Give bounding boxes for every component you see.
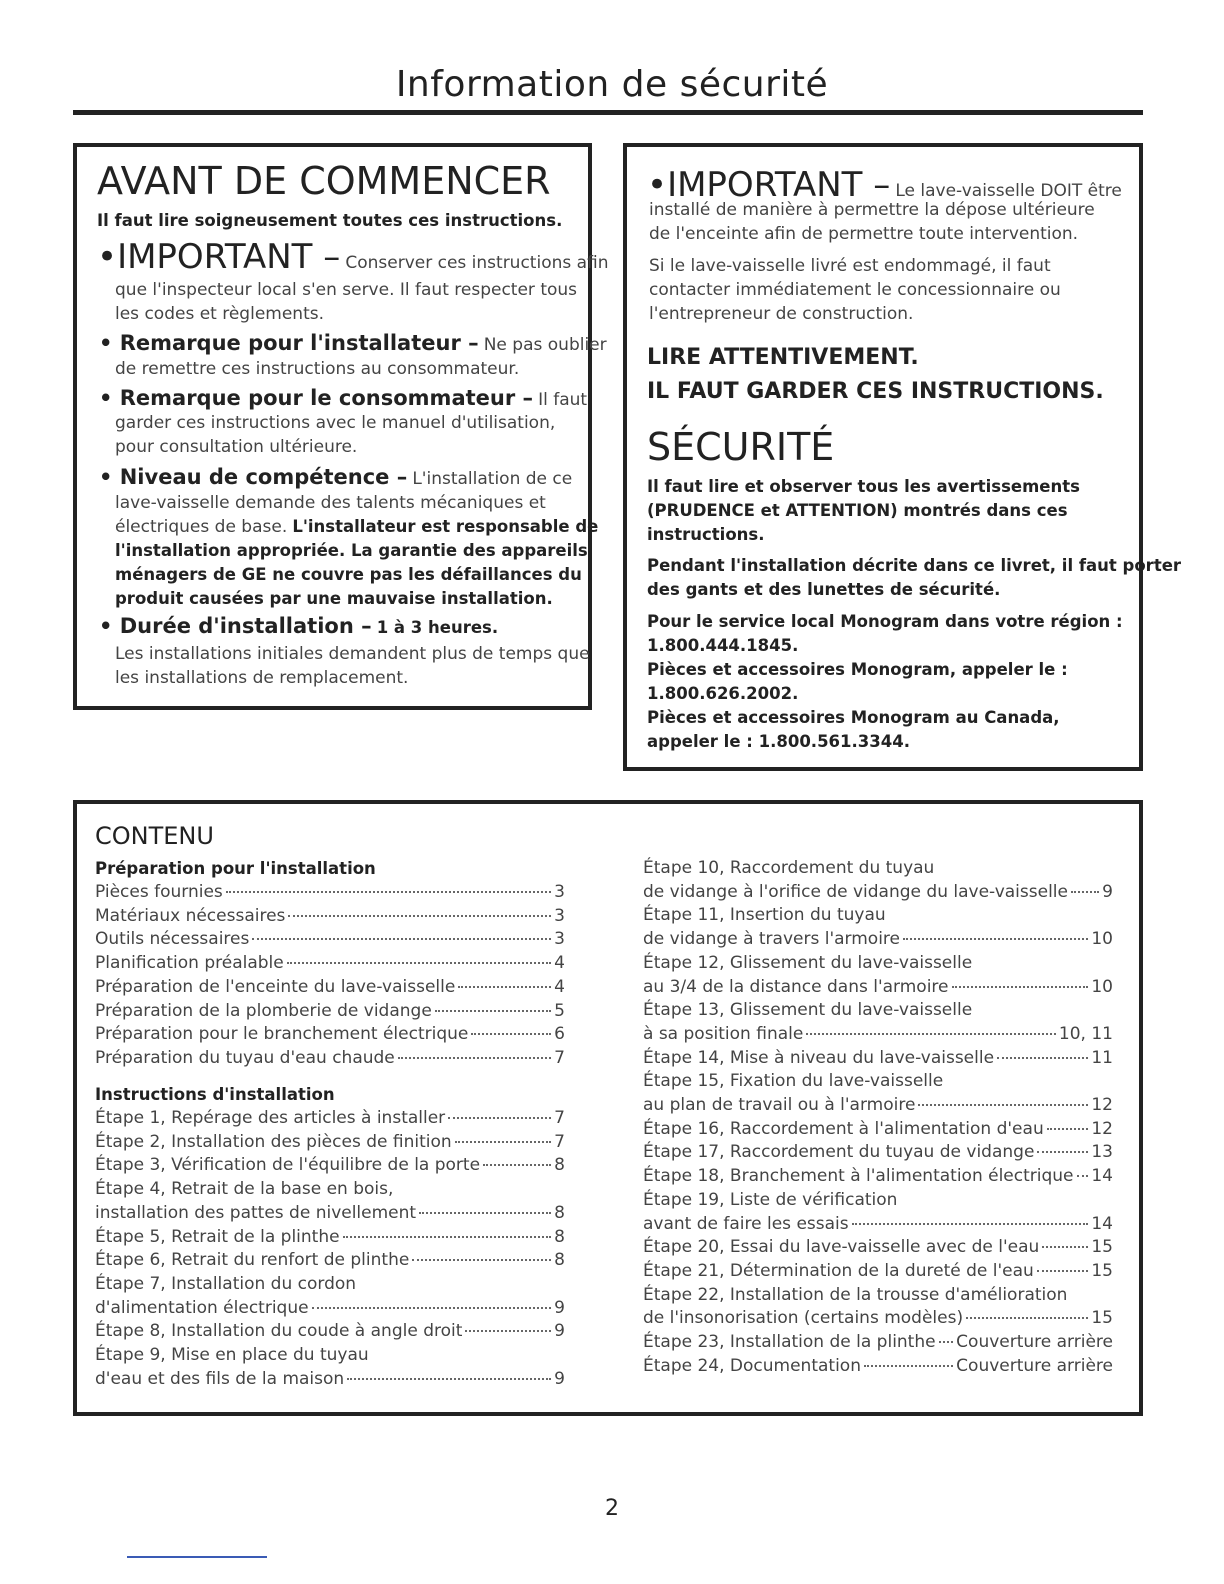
toc-entry-page: 14 — [1091, 1213, 1113, 1234]
toc-entry — [95, 1369, 565, 1389]
toc-leader-dots — [412, 1259, 551, 1261]
toc-entry-page: 11 — [1091, 1047, 1113, 1068]
toc-entry-page: 10 — [1091, 929, 1113, 950]
parts-phone: 1.800.626.2002. — [647, 684, 799, 703]
skill-level — [99, 465, 572, 489]
warnings-text-2: (PRUDENCE et ATTENTION) montrés dans ces — [647, 501, 1068, 520]
toc-entry — [95, 1179, 565, 1199]
important-text: Conserver ces instructions afin — [345, 253, 609, 273]
toc-leader-dots — [288, 915, 551, 917]
toc-entry — [643, 953, 1113, 973]
toc-entry-page: 15 — [1091, 1308, 1113, 1329]
toc-entry — [95, 1321, 565, 1341]
toc-entry-title: Préparation pour le branchement électrique — [95, 1024, 469, 1045]
toc-leader-dots — [852, 1223, 1089, 1225]
toc-leader-dots — [966, 1317, 1088, 1319]
toc-entry-title: au 3/4 de la distance dans l'armoire — [643, 976, 949, 997]
important-line — [97, 237, 609, 277]
toc-entry-title: Planification préalable — [95, 953, 284, 974]
gloves-text-2: des gants et des lunettes de sécurité. — [647, 580, 1001, 599]
toc-entry — [95, 882, 565, 902]
consumer-note-label: Remarque pour le consommateur – — [119, 386, 534, 410]
toc-entry-page: 3 — [554, 905, 565, 926]
toc-entry-page: 6 — [554, 1024, 565, 1045]
toc-entry — [95, 929, 565, 949]
toc-entry-title: avant de faire les essais — [643, 1213, 849, 1234]
damage-text: Si le lave-vaisselle livré est endommagé, il faut — [649, 256, 1051, 276]
toc-entry-title: Étape 9, Mise en place du tuyau — [95, 1345, 369, 1365]
toc-entry-title: d'alimentation électrique — [95, 1297, 309, 1318]
toc-entry-title: Étape 11, Insertion du tuyau — [643, 905, 886, 926]
intro-text: Il faut lire soigneusement toutes ces instructions. — [97, 211, 563, 230]
right-important-text-2: installé de manière à permettre la dépose ultérieure — [649, 200, 1095, 220]
right-important-text-3: de l'enceinte afin de permettre toute intervention. — [649, 224, 1079, 244]
toc-leader-dots — [1037, 1151, 1088, 1153]
installer-note-label: Remarque pour l'installateur – — [119, 331, 479, 355]
page-title: Information de sécurité — [395, 64, 829, 105]
section2-title: Instructions d'installation — [95, 1085, 335, 1104]
toc-entry — [95, 1227, 565, 1247]
toc-entry — [643, 1142, 1113, 1162]
toc-entry-title: d'eau et des fils de la maison — [95, 1368, 345, 1389]
footer-line — [127, 1556, 267, 1558]
toc-entry — [643, 1356, 1113, 1376]
toc-entry-title: Préparation du tuyau d'eau chaude — [95, 1047, 395, 1068]
toc-entry — [95, 906, 565, 926]
toc-entry-page: 7 — [554, 1131, 565, 1152]
toc-leader-dots — [918, 1104, 1088, 1106]
toc-entry-title: Étape 16, Raccordement à l'alimentation d'eau — [643, 1118, 1044, 1139]
consumer-note — [99, 386, 587, 410]
toc-entry — [643, 929, 1113, 949]
toc-entry-title: Étape 24, Documentation — [643, 1355, 861, 1376]
toc-entry — [95, 1108, 565, 1128]
warnings-text-3: instructions. — [647, 525, 765, 544]
important-text-2: que l'inspecteur local s'en serve. Il faut respecter tous — [115, 280, 578, 300]
toc-entry — [643, 1166, 1113, 1186]
warnings-text: Il faut lire et observer tous les avertissements — [647, 477, 1080, 496]
toc-entry-page: 3 — [554, 882, 565, 902]
toc-entry-title: Étape 1, Repérage des articles à installer — [95, 1108, 446, 1128]
toc-entry-page: 9 — [554, 1321, 565, 1342]
toc-entry — [643, 1000, 1113, 1020]
toc-leader-dots — [343, 1236, 552, 1238]
safety-box — [623, 143, 1182, 771]
installer-note-text-2: de remettre ces instructions au consommateur. — [115, 359, 520, 379]
toc-entry-title: Étape 3, Vérification de l'équilibre de la porte — [95, 1155, 481, 1176]
toc-entry-title: Étape 8, Installation du coude à angle droit — [95, 1321, 463, 1342]
toc-leader-dots — [419, 1212, 551, 1214]
toc-leader-dots — [483, 1164, 551, 1166]
duration-text-2: les installations de remplacement. — [115, 668, 409, 688]
toc-entry-title: Étape 23, Installation de la plinthe — [643, 1332, 936, 1352]
toc-entry-page: 9 — [1102, 881, 1113, 902]
consumer-note-text: Il faut — [538, 390, 588, 410]
toc-entry-page: 12 — [1091, 1118, 1113, 1139]
important-label: IMPORTANT – — [117, 237, 341, 277]
toc-entry — [643, 882, 1113, 902]
toc-entry-title: Étape 14, Mise à niveau du lave-vaisselle — [643, 1047, 995, 1068]
toc-entry-title: Étape 6, Retrait du renfort de plinthe — [95, 1250, 410, 1271]
toc-entry-page: 10 — [1091, 976, 1113, 997]
toc-entry-page: 4 — [554, 976, 565, 997]
bullet-icon: • — [97, 237, 118, 277]
toc-entry-title: Étape 19, Liste de vérification — [643, 1189, 898, 1210]
toc-entry-page: 9 — [554, 1297, 565, 1318]
damage-text-3: l'entrepreneur de construction. — [649, 304, 914, 324]
duration-label: Durée d'installation – — [119, 614, 372, 638]
service-phone: 1.800.444.1845. — [647, 636, 799, 655]
toc-entry-title: Préparation de l'enceinte du lave-vaisselle — [95, 976, 456, 997]
skill-text-6: produit causées par une mauvaise installation. — [115, 589, 553, 608]
right-important-label: IMPORTANT – — [667, 165, 891, 205]
skill-label: Niveau de compétence – — [119, 465, 408, 489]
keep-instructions-heading: IL FAUT GARDER CES INSTRUCTIONS. — [647, 379, 1104, 404]
title-divider — [73, 110, 1143, 115]
contents-heading: CONTENU — [95, 822, 214, 850]
toc-leader-dots — [864, 1365, 953, 1367]
toc-leader-dots — [1042, 1246, 1088, 1248]
toc-leader-dots — [939, 1341, 954, 1343]
skill-text-5: ménagers de GE ne couvre pas les défaillances du — [115, 565, 582, 584]
toc-entry-title: Étape 10, Raccordement du tuyau — [643, 858, 935, 878]
toc-entry-page: 5 — [554, 1000, 565, 1021]
toc-entry-page: 14 — [1091, 1166, 1113, 1187]
toc-entry-page: 15 — [1091, 1237, 1113, 1258]
toc-entry-page: 7 — [554, 1108, 565, 1128]
before-you-begin-heading: AVANT DE COMMENCER — [97, 159, 551, 203]
bullet-icon: • — [99, 331, 120, 355]
canada-text: Pièces et accessoires Monogram au Canada, — [647, 708, 1060, 727]
toc-leader-dots — [448, 1117, 551, 1119]
toc-entry-page: Couverture arrière — [956, 1355, 1113, 1376]
toc-entry-page: Couverture arrière — [956, 1332, 1113, 1352]
service-text: Pour le service local Monogram dans votre région : — [647, 612, 1123, 631]
bullet-icon: • — [99, 386, 120, 410]
important-text-3: les codes et règlements. — [115, 304, 324, 324]
toc-leader-dots — [458, 986, 551, 988]
contents-box — [73, 800, 1143, 1416]
toc-entry-title: Étape 18, Branchement à l'alimentation électrique — [643, 1166, 1074, 1187]
toc-entry-title: installation des pattes de nivellement — [95, 1202, 417, 1223]
toc-entry — [643, 1048, 1113, 1068]
toc-entry-page: 8 — [554, 1250, 565, 1271]
toc-leader-dots — [312, 1307, 552, 1309]
bullet-icon: • — [647, 165, 668, 205]
toc-entry-title: Étape 20, Essai du lave-vaisselle avec de l'eau — [643, 1237, 1040, 1258]
toc-leader-dots — [435, 1010, 551, 1012]
before-you-begin-box — [73, 143, 609, 710]
toc-entry-title: Étape 5, Retrait de la plinthe — [95, 1226, 340, 1247]
toc-entry-page: 13 — [1091, 1142, 1113, 1163]
toc-entry-page: 12 — [1091, 1095, 1113, 1115]
toc-entry-title: Pièces fournies — [95, 882, 223, 902]
toc-entry — [95, 1274, 565, 1294]
toc-entry — [643, 977, 1113, 997]
toc-entry — [643, 1024, 1113, 1044]
skill-text: L'installation de ce — [412, 469, 573, 489]
toc-entry-page: 9 — [554, 1368, 565, 1389]
toc-entry-title: à sa position finale — [643, 1023, 804, 1044]
toc-entry-title: Étape 17, Raccordement du tuyau de vidange — [643, 1142, 1035, 1163]
toc-leader-dots — [226, 891, 551, 893]
toc-entry — [95, 1024, 565, 1044]
toc-entry-page: 15 — [1091, 1260, 1113, 1281]
skill-text-3a: électriques de base. — [115, 517, 288, 537]
installer-note — [99, 331, 607, 355]
toc-entry — [95, 1250, 565, 1270]
toc-entry — [95, 1155, 565, 1175]
duration-text: Les installations initiales demandent plus de temps que — [115, 644, 590, 664]
toc-entry-title: Étape 21, Détermination de la dureté de l'eau — [643, 1260, 1034, 1281]
consumer-note-text-2: garder ces instructions avec le manuel d'utilisation, — [115, 413, 556, 433]
install-duration — [99, 614, 498, 638]
toc-entry-page: 4 — [554, 953, 565, 974]
toc-entry-page: 8 — [554, 1155, 565, 1176]
toc-entry — [643, 1332, 1113, 1352]
right-important-line — [647, 165, 1122, 205]
toc-entry — [95, 953, 565, 973]
toc-entry-title: Étape 7, Installation du cordon — [95, 1273, 357, 1294]
toc-leader-dots — [465, 1330, 551, 1332]
toc-entry — [643, 905, 1113, 925]
skill-text-2: lave-vaisselle demande des talents mécaniques et — [115, 493, 546, 513]
gloves-text: Pendant l'installation décrite dans ce livret, il faut porter — [647, 556, 1182, 575]
skill-text-3b: L'installateur est responsable de — [292, 517, 599, 536]
toc-entry-page: 7 — [554, 1047, 565, 1068]
page-number: 2 — [605, 1496, 619, 1521]
damage-text-2: contacter immédiatement le concessionnaire ou — [649, 280, 1061, 300]
toc-entry-title: Étape 2, Installation des pièces de finition — [95, 1131, 452, 1152]
duration-value: 1 à 3 heures. — [376, 618, 499, 637]
toc-entry-title: Outils nécessaires — [95, 929, 250, 950]
toc-entry-title: au plan de travail ou à l'armoire — [643, 1095, 916, 1115]
read-carefully-heading: LIRE ATTENTIVEMENT. — [647, 345, 919, 370]
toc-leader-dots — [1047, 1128, 1089, 1130]
toc-leader-dots — [806, 1033, 1056, 1035]
toc-entry — [643, 1237, 1113, 1257]
toc-entry-title: de vidange à travers l'armoire — [643, 929, 901, 950]
toc-leader-dots — [455, 1141, 552, 1143]
toc-entry-page: 8 — [554, 1226, 565, 1247]
toc-leader-dots — [1071, 891, 1099, 893]
safety-heading: SÉCURITÉ — [647, 425, 835, 469]
parts-text: Pièces et accessoires Monogram, appeler le : — [647, 660, 1068, 679]
toc-entry — [95, 1048, 565, 1068]
toc-entry-title: Étape 15, Fixation du lave-vaisselle — [643, 1071, 944, 1092]
toc-entry — [643, 1071, 1113, 1091]
consumer-note-text-3: pour consultation ultérieure. — [115, 437, 358, 457]
toc-leader-dots — [347, 1378, 551, 1380]
toc-leader-dots — [903, 938, 1088, 940]
toc-leader-dots — [252, 938, 551, 940]
toc-leader-dots — [471, 1033, 551, 1035]
toc-entry — [643, 1285, 1113, 1305]
toc-entry-page: 8 — [554, 1202, 565, 1223]
toc-entry-title: de vidange à l'orifice de vidange du lave-vaisselle — [643, 881, 1068, 902]
bullet-icon: • — [99, 465, 120, 489]
toc-entry — [95, 1203, 565, 1223]
toc-entry-title: Matériaux nécessaires — [95, 905, 286, 926]
toc-leader-dots — [287, 962, 551, 964]
toc-entry — [95, 977, 565, 997]
toc-entry — [643, 1261, 1113, 1281]
toc-entry-page: 10, 11 — [1058, 1023, 1113, 1044]
right-important-text: Le lave-vaisselle DOIT être — [895, 181, 1122, 201]
toc-entry-title: Étape 22, Installation de la trousse d'amélioration — [643, 1284, 1068, 1305]
toc-entry — [643, 858, 1113, 878]
canada-phone: appeler le : 1.800.561.3344. — [647, 732, 910, 751]
toc-entry-title: Étape 4, Retrait de la base en bois, — [95, 1179, 394, 1200]
toc-entry-title: Préparation de la plomberie de vidange — [95, 1000, 432, 1021]
toc-entry — [95, 1132, 565, 1152]
toc-leader-dots — [997, 1057, 1088, 1059]
toc-entry — [643, 1214, 1113, 1234]
skill-text-3 — [115, 517, 598, 537]
toc-entry-title: Étape 12, Glissement du lave-vaisselle — [643, 952, 973, 973]
toc-leader-dots — [1077, 1175, 1089, 1177]
toc-entry — [643, 1095, 1113, 1115]
installer-note-text: Ne pas oublier — [483, 335, 607, 355]
toc-entry — [643, 1119, 1113, 1139]
toc-entry — [643, 1308, 1113, 1328]
toc-entry-title: Étape 13, Glissement du lave-vaisselle — [643, 1000, 973, 1021]
toc-leader-dots — [1037, 1270, 1089, 1272]
bullet-icon: • — [99, 614, 120, 638]
toc-entry-title: de l'insonorisation (certains modèles) — [643, 1308, 964, 1329]
toc-entry — [643, 1190, 1113, 1210]
section1-title: Préparation pour l'installation — [95, 859, 376, 878]
toc-leader-dots — [398, 1057, 551, 1059]
skill-text-4: l'installation appropriée. La garantie des appareils — [115, 541, 588, 560]
toc-entry — [95, 1001, 565, 1021]
toc-entry-page: 3 — [554, 929, 565, 950]
toc-entry — [95, 1298, 565, 1318]
toc-leader-dots — [952, 986, 1089, 988]
toc-entry — [95, 1345, 565, 1365]
